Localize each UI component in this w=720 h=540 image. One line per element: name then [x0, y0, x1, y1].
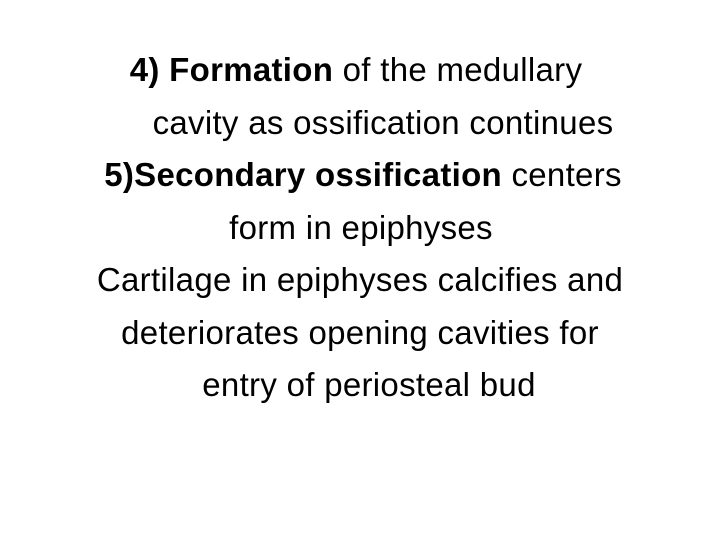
- line-step-5: [20, 149, 700, 202]
- line-cartilage: Cartilage in epiphyses calcifies and: [96, 261, 624, 298]
- step-4-text: of the medullary: [333, 51, 583, 88]
- line-step-4: [20, 44, 700, 97]
- slide-body-text: [20, 44, 700, 412]
- line-periosteal-bud: entry of periosteal bud: [202, 366, 536, 403]
- step-5-text: centers: [502, 156, 622, 193]
- line-step-5-continued: form in epiphyses: [229, 208, 493, 246]
- line-step-4-continued: cavity as ossification continues: [152, 103, 614, 141]
- step-5-heading: 5)Secondary ossification: [104, 156, 503, 193]
- line-deteriorates: deteriorates opening cavities for: [121, 313, 599, 351]
- step-4-heading: 4) Formation: [129, 51, 334, 88]
